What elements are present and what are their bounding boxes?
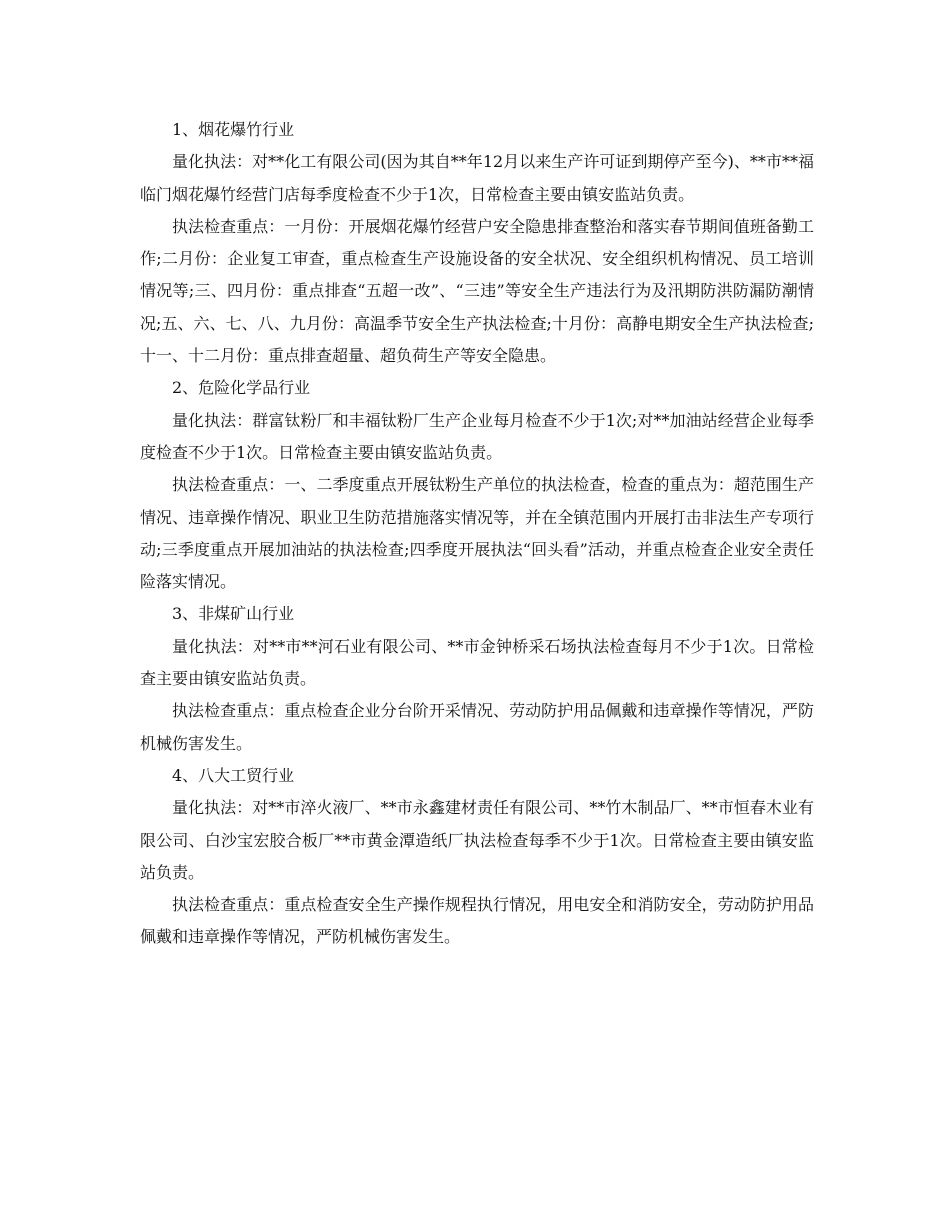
section-enforcement-non-coal-mining: 量化执法：对**市**河石业有限公司、**市金钟桥采石场执法检查每月不少于1次。日常检查主要由镇安监站负责。	[140, 636, 814, 689]
document-body	[140, 114, 814, 954]
section-focus-fireworks: 执法检查重点：一月份：开展烟花爆竹经营户安全隐患排查整治和落实春节期间值班备勤工作;二月份：企业复工审查，重点检查生产设施设备的安全状况、安全组织机构情况、员工培训情况等;三、四月份：重点排查“五超一改”、“三违”等安全生产违法行为及汛期防洪防漏防潮情况;五、六、七、八、九月份：高温季节安全生产执法检查;十月份：高静电期安全生产执法检查;十一、十二月份：重点排查超量、超负荷生产等安全隐患。	[140, 216, 814, 366]
section-enforcement-industry-trade: 量化执法：对**市淬火液厂、**市永鑫建材责任有限公司、**竹木制品厂、**市恒春木业有限公司、白沙宝宏胶合板厂**市黄金潭造纸厂执法检查每季不少于1次。日常检查主要由镇安监站负责。	[140, 798, 814, 882]
section-heading-non-coal-mining: 3、非煤矿山行业	[172, 604, 295, 624]
section-heading-fireworks: 1、烟花爆竹行业	[172, 120, 295, 139]
section-focus-non-coal-mining: 执法检查重点：重点检查企业分台阶开采情况、劳动防护用品佩戴和违章操作等情况，严防机械伤害发生。	[140, 701, 814, 753]
section-enforcement-fireworks: 量化执法：对**化工有限公司(因为其自**年12月以来生产许可证到期停产至今)、**市**福临门烟花爆竹经营门店每季度检查不少于1次，日常检查主要由镇安监站负责。	[140, 152, 814, 204]
section-focus-hazardous-chemicals: 执法检查重点：一、二季度重点开展钛粉生产单位的执法检查，检查的重点为：超范围生产情况、违章操作情况、职业卫生防范措施落实情况等，并在全镇范围内开展打击非法生产专项行动;三季度重点开展加油站的执法检查;四季度开展执法“回头看”活动，并重点检查企业安全责任险落实情况。	[140, 475, 814, 592]
section-heading-hazardous-chemicals: 2、危险化学品行业	[172, 378, 311, 398]
section-heading-industry-trade: 4、八大工贸行业	[172, 765, 295, 785]
section-enforcement-hazardous-chemicals: 量化执法：群富钛粉厂和丰福钛粉厂生产企业每月检查不少于1次;对**加油站经营企业每季度检查不少于1次。日常检查主要由镇安监站负责。	[140, 410, 814, 462]
section-focus-industry-trade: 执法检查重点：重点检查安全生产操作规程执行情况，用电安全和消防安全，劳动防护用品佩戴和违章操作等情况，严防机械伤害发生。	[140, 895, 814, 947]
